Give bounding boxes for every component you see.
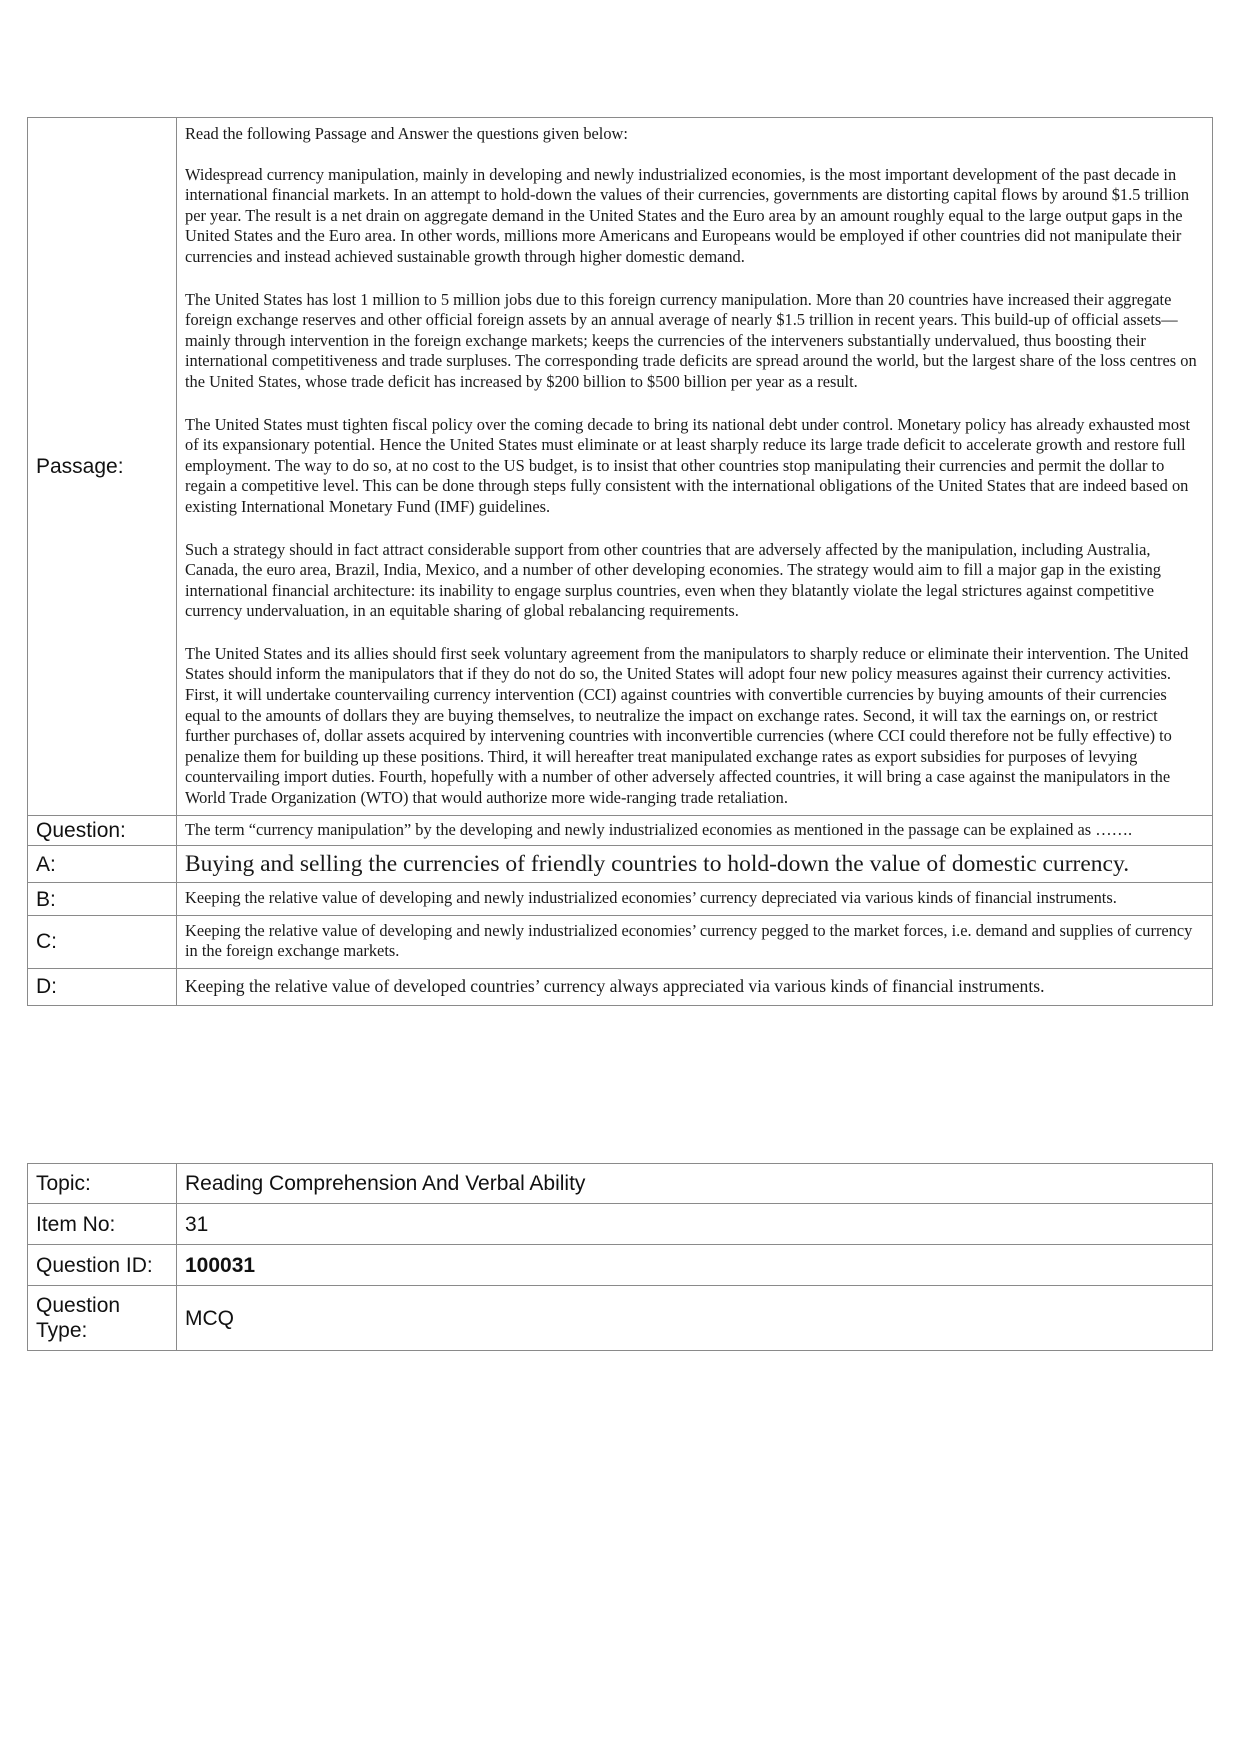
option-a-label: A: — [28, 846, 177, 883]
topic-label: Topic: — [28, 1164, 177, 1204]
question-type-value: MCQ — [177, 1286, 1213, 1351]
option-b-row[interactable] — [28, 883, 1213, 916]
option-c-text[interactable]: Keeping the relative value of developing and newly industrialized economies’ currency pegged to the market forces, i.e. demand and supplies of currency in the foreign exchange markets. — [177, 915, 1213, 968]
option-d-row[interactable] — [28, 969, 1213, 1006]
option-c-row[interactable] — [28, 915, 1213, 968]
metadata-table — [27, 1163, 1213, 1351]
option-a-row[interactable] — [28, 846, 1213, 883]
passage-content — [177, 118, 1213, 816]
topic-row — [28, 1164, 1213, 1204]
item-no-value: 31 — [177, 1204, 1213, 1245]
option-d-text[interactable]: Keeping the relative value of developed countries’ currency always appreciated via various kinds of financial instruments. — [177, 969, 1213, 1006]
passage-paragraph-2: The United States has lost 1 million to 5 million jobs due to this foreign currency manipulation. More than 20 countries have increased their aggregate foreign exchange reserves and other official foreign assets by an annual average of nearly $1.5 trillion in recent years. This build-up of official assets—mainly through intervention in the foreign exchange markets; keeps the currencies of the interveners substantially undervalued, thus boosting their international competitiveness and trade surpluses. The corresponding trade deficits are spread around the world, but the largest share of the loss centres on the United States, whose trade deficit has increased by $200 billion to $500 billion per year as a result. — [185, 289, 1197, 391]
question-text: The term “currency manipulation” by the developing and newly industrialized economies as mentioned in the passage can be explained as ……. — [177, 815, 1213, 846]
item-no-row — [28, 1204, 1213, 1245]
option-c-label: C: — [28, 915, 177, 968]
question-id-value: 100031 — [177, 1245, 1213, 1286]
question-row — [28, 815, 1213, 846]
passage-row — [28, 118, 1213, 816]
question-type-label: Question Type: — [28, 1286, 177, 1351]
question-type-row — [28, 1286, 1213, 1351]
passage-paragraph-4: Such a strategy should in fact attract considerable support from other countries that are adversely affected by the manipulation, including Australia, Canada, the euro area, Brazil, India, Mexico, and a number of other developing economies. The strategy would aim to fill a major gap in the existing international financial architecture: its inability to engage surplus countries, even when they blatantly violate the legal strictures against competitive currency undervaluation, in an equitable sharing of global rebalancing requirements. — [185, 539, 1162, 621]
passage-paragraph-5: The United States and its allies should first seek voluntary agreement from the manipulators to sharply reduce or eliminate their intervention. The United States should inform the manipulators that if they do not do so, the United States will adopt four new policy measures against their currency activities. First, it will undertake countervailing currency intervention (CCI) against countries with convertible currencies by buying amounts of their currencies equal to the amounts of dollars they are buying themselves, to neutralize the impact on exchange rates. Second, it will tax the earnings on, or restrict further purchases of, dollar assets acquired by intervening countries with inconvertible currencies (where CCI could therefore not be fully effective) to penalize them for building up these positions. Third, it will hereafter treat manipulated exchange rates as export subsidies for purposes of levying countervailing import duties. Fourth, hopefully with a number of other adversely affected countries, it will bring a case against the manipulators in the World Trade Organization (WTO) that would authorize more wide-ranging trade retaliation. — [185, 643, 1189, 808]
option-b-text[interactable]: Keeping the relative value of developing and newly industrialized economies’ currency depreciated via various kinds of financial instruments. — [177, 883, 1213, 916]
passage-paragraph-3: The United States must tighten fiscal policy over the coming decade to bring its national debt under control. Monetary policy has already exhausted most of its expansionary potential. Hence the United States must eliminate or at least sharply reduce its large trade deficit to accelerate growth and restore full employment. The way to do so, at no cost to the US budget, is to insist that other countries stop manipulating their currencies and permit the dollar to regain a competitive level. This can be done through steps fully consistent with the international obligations of the United States that are indeed based on existing International Monetary Fund (IMF) guidelines. — [185, 414, 1191, 516]
option-b-label: B: — [28, 883, 177, 916]
option-d-label: D: — [28, 969, 177, 1006]
passage-paragraph-1: Widespread currency manipulation, mainly in developing and newly industrialized economies, is the most important development of the past decade in international financial markets. In an attempt to hold-down the values of their currencies, governments are distorting capital flows by around $1.5 trillion per year. The result is a net drain on aggregate demand in the United States and the Euro area by an amount roughly equal to the large output gaps in the United States and the Euro area. In other words, millions more Americans and Europeans would be employed if other countries did not manipulate their currencies and instead achieved sustainable growth through higher domestic demand. — [185, 164, 1190, 266]
question-label: Question: — [28, 815, 177, 846]
item-no-label: Item No: — [28, 1204, 177, 1245]
question-table — [27, 117, 1213, 1006]
option-a-text[interactable]: Buying and selling the currencies of friendly countries to hold-down the value of domestic currency. — [177, 846, 1213, 883]
question-id-row — [28, 1245, 1213, 1286]
passage-label: Passage: — [28, 118, 177, 816]
question-id-label: Question ID: — [28, 1245, 177, 1286]
topic-value: Reading Comprehension And Verbal Ability — [177, 1164, 1213, 1204]
passage-intro: Read the following Passage and Answer the questions given below: — [185, 124, 628, 143]
